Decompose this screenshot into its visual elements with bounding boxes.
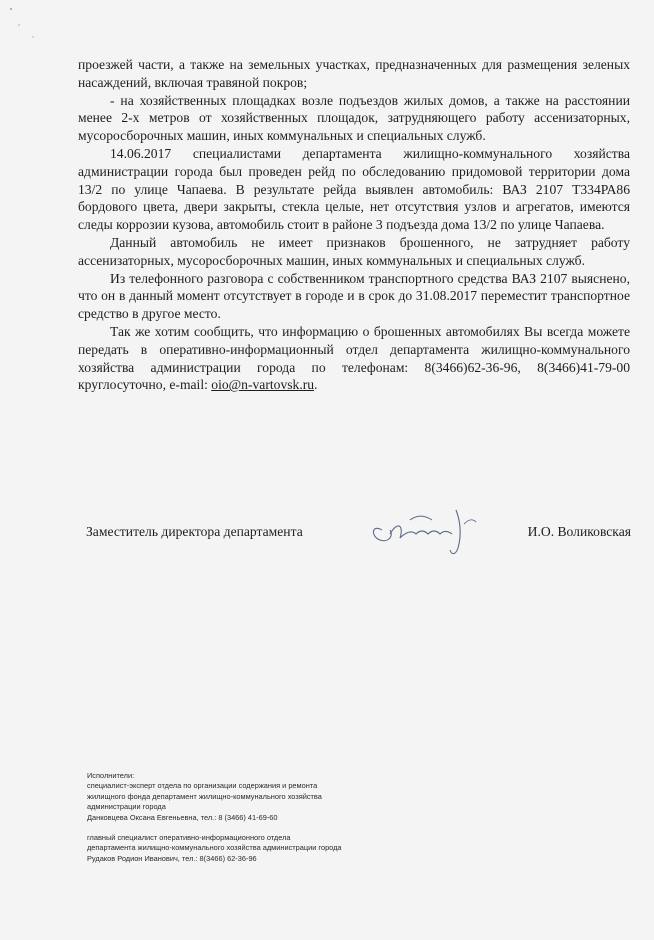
paragraph-raid-results: 14.06.2017 специалистами департамента жилищно-коммунального хозяйства администрации города был проведен рейд по обследованию придомовой территории дома 13/2 по улице Чапаева. В результате рейда выявлен автомобиль: ВАЗ 2107 Т334РА86 бордового цвета, двери закрыты, стекла целые, нет отсутствия узлов и агрегатов, имеются следы коррозии кузова, автомобиль стоит в районе 3 подъезда дома 13/2 по улице Чапаева. — [78, 145, 630, 233]
executor-1-position-line3: администрации города — [87, 802, 166, 812]
executor-1-position-line1: специалист-эксперт отдела по организации содержания и ремонта — [87, 781, 318, 791]
paragraph-owner-call: Из телефонного разговора с собственником транспортного средства ВАЗ 2107 выяснено, что он в данный момент отсутствует в городе и в срок до 31.08.2017 переместит транспортное средство в другое место. — [78, 270, 630, 322]
paragraph-green-areas: проезжей части, а также на земельных участках, предназначенных для размещения зеленых насаждений, включая травяной покров; — [78, 57, 630, 90]
executors-block — [87, 771, 507, 864]
executors-spacer — [87, 823, 507, 833]
executor-2-position-line1: главный специалист оперативно-информационного отдела — [87, 833, 291, 843]
letter-body — [78, 56, 630, 394]
executors-heading: Исполнители: — [87, 771, 135, 780]
executor-2-position-line2: департамента жилищно-коммунального хозяйства администрации города — [87, 843, 342, 853]
email-link[interactable]: oio@n-vartovsk.ru — [211, 377, 315, 393]
handwritten-signature — [360, 490, 490, 560]
paragraph-not-abandoned: Данный автомобиль не имеет признаков брошенного, не затрудняет работу ассенизаторных, мусоросборочных машин, иных коммунальных и специальных служб. — [78, 234, 630, 268]
executor-2-contact: Рудаков Родион Иванович, тел.: 8(3466) 62-36-96 — [87, 853, 257, 863]
executor-1-contact: Данковцева Оксана Евгеньевна, тел.: 8 (3466) 41-69-60 — [87, 812, 278, 822]
contact-info-text: Так же хотим сообщить, что информацию о брошенных автомобилях Вы всегда можете передать в оперативно-информационный отдел департамента жилищно-коммунального хозяйства администрации города по телефонам: 8(3466)62-36-96, 8(3466)41-79-00 круглосуточно, e-mail: — [78, 323, 630, 393]
paragraph-contact-info — [78, 323, 630, 394]
executor-1-position-line2: жилищного фонда департамент жилищно-коммунального хозяйства — [87, 791, 322, 801]
signatory-title: Заместитель директора департамента — [86, 524, 303, 539]
contact-info-end: . — [314, 377, 318, 393]
signatory-name: И.О. Воликовская — [527, 524, 631, 539]
paragraph-household-areas: - на хозяйственных площадках возле подъездов жилых домов, а также на расстоянии менее 2-х метров от хозяйственных площадок, затрудняющего работу ассенизаторных, мусоросборочных машин, иных коммунальных и специальных служб. — [78, 92, 630, 144]
